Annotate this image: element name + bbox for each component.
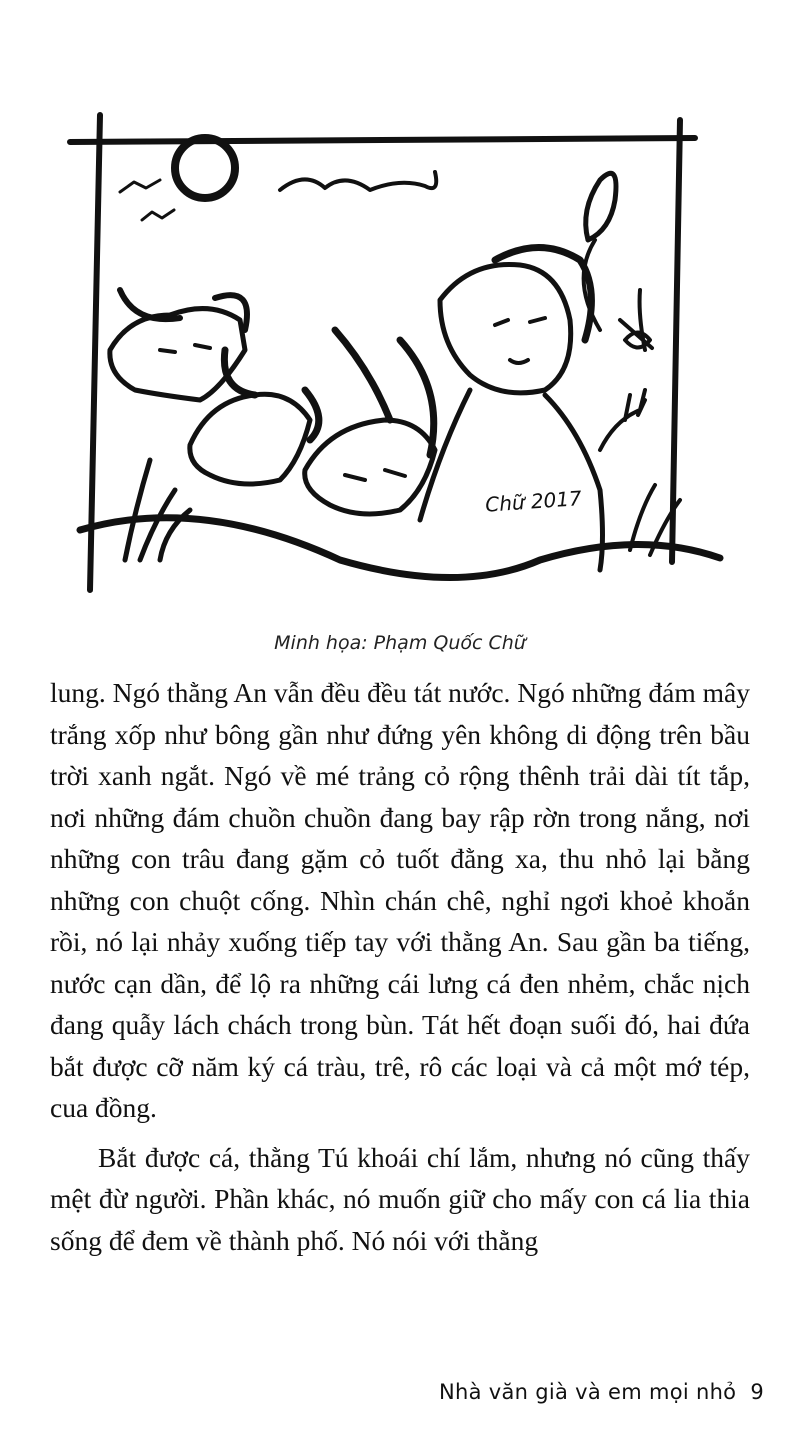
- bird-icon: [142, 210, 174, 220]
- girl-hair: [495, 248, 591, 341]
- cloud-icon: [280, 172, 436, 190]
- grass-icon: [125, 460, 190, 560]
- dragonfly-icon: [620, 290, 652, 350]
- paragraph: Bắt được cá, thằng Tú khoái chí lắm, nhưng nó cũng thấy mệt đừ người. Phần khác, nó muốn giữ cho mấy con cá lia thia sống để đem về thành phố. Nó nói với thằng: [50, 1141, 750, 1256]
- story-text: [50, 672, 750, 1261]
- page-footer: [439, 1380, 764, 1404]
- buffalo-head: [305, 420, 435, 514]
- bird-icon: [120, 180, 160, 192]
- leaf-icon: [586, 173, 616, 240]
- artist-signature: Chữ 2017: [484, 486, 583, 517]
- paragraph: lung. Ngó thằng An vẫn đều đều tát nước. Ngó những đám mây trắng xốp như bông gần như đứng yên không di động trên bầu trời xanh ngắt. Ngó về mé trảng cỏ rộng thênh trải dài tít tắp, nơi những đám chuồn chuồn đang bay rập rờn trong nắng, nơi những con trâu đang gặm cỏ tuốt đằng xa, thu nhỏ lại bằng những con chuột cống. Nhìn chán chê, nghỉ ngơi khoẻ khoắn rồi, nó lại nhảy xuống tiếp tay với thằng An. Sau gần ba tiếng, nước cạn dần, để lộ ra những cái lưng cá đen nhẻm, chắc nịch đang quẫy lách chách trong bùn. Tát hết đoạn suối đó, hai đứa bắt được cỡ năm ký cá tràu, trê, rô các loại và cả một mớ tép, cua đồng.: [50, 677, 750, 1123]
- page-number: 9: [750, 1380, 764, 1404]
- hand-icon: [600, 390, 645, 450]
- girl-body: [420, 390, 603, 570]
- frame-right-line: [672, 120, 680, 562]
- frame-left-line: [90, 115, 100, 590]
- buffalo-head: [190, 394, 310, 484]
- sun-icon: [175, 138, 235, 198]
- girl-face: [440, 264, 571, 392]
- ink-illustration: [40, 90, 760, 630]
- buffalo-horn: [335, 330, 434, 455]
- frame-top-line: [70, 138, 695, 142]
- running-title: Nhà văn già và em mọi nhỏ: [438, 1380, 737, 1404]
- illustration-caption: Minh họa: Phạm Quốc Chữ: [274, 632, 526, 654]
